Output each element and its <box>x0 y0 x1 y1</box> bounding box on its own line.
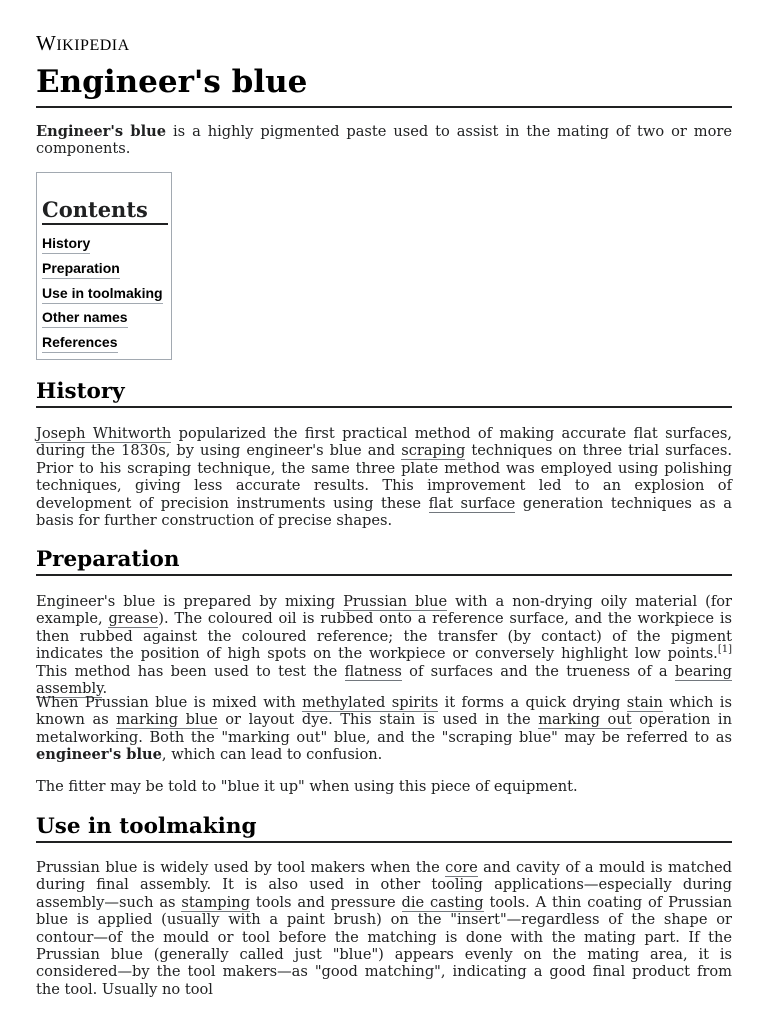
prep2-text-6: , which can lead to confusion. <box>161 746 383 764</box>
preparation-paragraph-1 <box>36 593 732 697</box>
toc-item-use-in-toolmaking[interactable]: Use in toolmaking <box>42 285 163 304</box>
wikipedia-logo[interactable] <box>36 31 130 56</box>
prep1-text-3: ). The coloured oil is rubbed onto a reference surface, and the workpiece is then rubbed against the coloured reference; the transfer (by contact) of the pigment indicates the position of high spots on the workpiece or conversely highlight low points. <box>36 610 732 663</box>
prep1-text-2: with a non-drying oily material (for example, <box>36 593 733 628</box>
link-stain[interactable]: stain <box>626 694 663 711</box>
logo-initial: W <box>36 31 57 55</box>
tool-text-3: tools and pressure <box>250 893 402 911</box>
prep1-text-1: Engineer's blue is prepared by mixing <box>36 593 344 610</box>
prep1-text-5: of surfaces and the trueness of a <box>401 662 675 680</box>
prep2-text-5: operation in metalworking. Both the "marking out" blue, and the "scraping blue" may be referred to as <box>36 711 732 746</box>
section-preparation <box>36 593 732 697</box>
section-preparation-p3 <box>36 778 732 795</box>
toc-item-references[interactable]: References <box>42 334 118 353</box>
link-marking-out[interactable]: marking out <box>538 711 632 729</box>
link-flatness[interactable]: flatness <box>344 662 402 680</box>
tool-text-4: tools. A thin coating of Prussian blue is applied (usually with a paint brush) on the "insert"—regardless of the shape or contour—of the mould or tool before the matching is done with the mating part. If the Prussian blue (generally called just "blue") appears evenly on the mating area, it is considered—by the tool makers—as "good matching", indicating a good final product from the tool. Usually no tool <box>36 893 733 998</box>
link-scraping[interactable]: scraping <box>401 442 466 460</box>
link-die-casting[interactable]: die casting <box>401 893 484 911</box>
page-title: Engineer's blue <box>36 60 732 108</box>
toc-item-preparation[interactable]: Preparation <box>42 260 120 279</box>
heading-use-in-toolmaking: Use in toolmaking <box>36 813 732 843</box>
citation-1[interactable]: [1] <box>717 644 732 656</box>
history-paragraph <box>36 425 732 529</box>
prep2-text-1: When Prussian blue is mixed with <box>36 694 303 711</box>
tool-text-2: and cavity of a mould is matched during final assembly. It is also used in other tooling applications—especially during assembly—such as <box>36 859 732 911</box>
toc-title: Contents <box>42 197 168 225</box>
section-toolmaking <box>36 859 732 998</box>
prep1-text-4: This method has been used to test the <box>36 662 345 680</box>
tool-text-1: Prussian blue is widely used by tool makers when the <box>36 859 446 876</box>
link-marking-blue[interactable]: marking blue <box>116 711 218 729</box>
toolmaking-paragraph <box>36 859 732 998</box>
link-flat-surface[interactable]: flat surface <box>428 494 516 512</box>
table-of-contents <box>36 172 172 360</box>
prep2-text-2: it forms a quick drying <box>438 694 627 711</box>
preparation-paragraph-3: The fitter may be told to "blue it up" when using this piece of equipment. <box>36 778 578 795</box>
section-history <box>36 425 732 529</box>
link-grease[interactable]: grease <box>108 610 159 628</box>
logo-rest: IKIPEDIA <box>56 37 130 54</box>
preparation-paragraph-2 <box>36 694 732 764</box>
history-text-3: generation techniques as a basis for further construction of precise shapes. <box>36 494 732 530</box>
link-prussian-blue[interactable]: Prussian blue <box>343 593 448 610</box>
link-core[interactable]: core <box>445 859 478 876</box>
history-text-2: techniques on three trial surfaces. Prior to his scraping technique, the same three plate method was employed using polishing techniques, giving less accurate results. This improvement led to an explosion of development of precision instruments using these <box>36 442 732 512</box>
link-bearing-assembly[interactable]: bearing assembly <box>36 662 732 698</box>
link-joseph-whitworth[interactable]: Joseph Whitworth <box>36 425 172 442</box>
lead-bold-term: Engineer's blue <box>36 123 167 140</box>
toc-item-history[interactable]: History <box>42 235 90 254</box>
lead-text: is a highly pigmented paste used to assist in the mating of two or more components. <box>36 123 733 158</box>
prep2-text-4: or layout dye. This stain is used in the <box>217 711 539 729</box>
link-methylated-spirits[interactable]: methylated spirits <box>302 694 439 711</box>
toc-item-other-names[interactable]: Other names <box>42 309 128 328</box>
heading-history: History <box>36 378 732 408</box>
history-text-1: popularized the first practical method of making accurate flat surfaces, during the 1830s, by using engineer's blue and <box>36 425 732 460</box>
prep2-text-3: which is known as <box>36 694 732 729</box>
section-preparation-p2 <box>36 694 732 764</box>
bold-engineers-blue: engineer's blue <box>36 746 162 764</box>
heading-preparation: Preparation <box>36 546 732 576</box>
lead-paragraph <box>36 123 732 158</box>
prep1-text-6: . <box>102 680 108 698</box>
link-stamping[interactable]: stamping <box>181 893 251 911</box>
